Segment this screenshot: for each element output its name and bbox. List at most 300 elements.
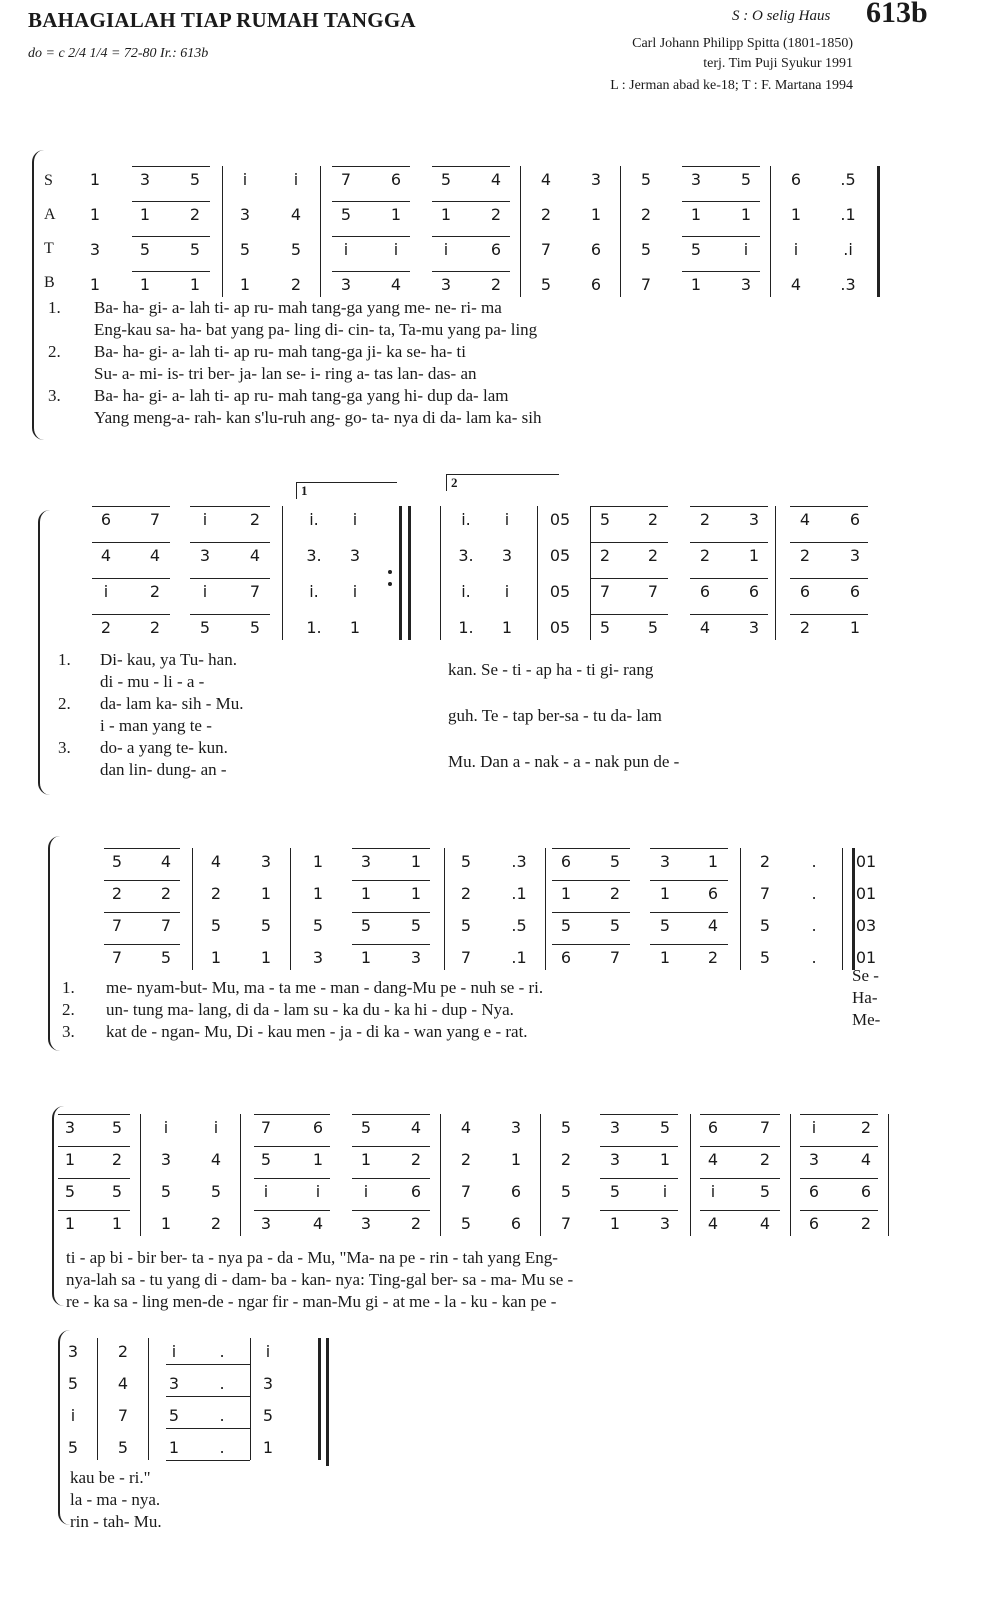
system-3: [0, 830, 987, 1060]
note-b: .3: [840, 275, 856, 294]
note-a: 3: [199, 546, 211, 565]
lyric-line: Yang meng-a- rah- kan s'lu-ruh ang- go- ta- nya di da- lam ka- sih: [94, 408, 542, 427]
note-t: 5: [168, 1406, 180, 1425]
beam-line: [352, 1146, 430, 1147]
note-s: 3: [64, 1118, 76, 1137]
beam-line: [332, 201, 410, 202]
lyric-line: rin - tah- Mu.: [70, 1512, 162, 1531]
note-t: 3: [89, 240, 101, 259]
repeat-dot: [388, 570, 392, 574]
note-b: 7: [609, 948, 621, 967]
note-t: 5: [609, 1182, 621, 1201]
note-b: 7: [111, 948, 123, 967]
note-s: 4: [160, 852, 172, 871]
beam-line: [58, 1114, 130, 1115]
note-b: 2: [860, 1214, 872, 1233]
beam-line: [682, 201, 760, 202]
note-b: 1: [139, 275, 151, 294]
lyric-line: Di- kau, ya Tu- han.: [100, 650, 237, 669]
note-a: 3: [262, 1374, 274, 1393]
note-b: 4: [390, 275, 402, 294]
bar-line: [444, 848, 445, 970]
note-a: 2: [799, 546, 811, 565]
lyric-line-continuation: kan. Se - ti - ap ha - ti gi- rang: [448, 660, 654, 679]
system-brace: [38, 510, 50, 795]
note-s: 6: [100, 510, 112, 529]
beam-line: [552, 848, 630, 849]
beam-line: [254, 1146, 330, 1147]
note-s: 3: [690, 170, 702, 189]
note-t: .5: [511, 916, 527, 935]
note-s: i: [352, 510, 358, 529]
note-a: 2: [160, 884, 172, 903]
note-t: i: [393, 240, 399, 259]
bar-line: [790, 1114, 791, 1236]
beam-line: [190, 506, 270, 507]
note-a: 2: [647, 546, 659, 565]
note-s: i: [293, 170, 299, 189]
lyric-line-end: Se -: [852, 966, 879, 985]
note-a: 4: [210, 1150, 222, 1169]
beam-line: [650, 912, 728, 913]
note-a: 2: [410, 1150, 422, 1169]
note-s: 5: [111, 852, 123, 871]
note-s: 7: [340, 170, 352, 189]
note-a: 2: [210, 884, 222, 903]
beam-line: [132, 166, 210, 167]
note-t: 2: [149, 582, 161, 601]
beam-line: [650, 848, 728, 849]
verse-number: 3.: [58, 738, 71, 757]
beam-line: [254, 1178, 330, 1179]
note-a: 2: [699, 546, 711, 565]
note-t: 5: [260, 916, 272, 935]
note-b: 1.: [306, 618, 322, 637]
bar-line: [192, 848, 193, 970]
repeat-dot: [388, 582, 392, 586]
beam-line: [132, 236, 210, 237]
note-b: 7: [460, 948, 472, 967]
note-t: 6: [410, 1182, 422, 1201]
beam-line: [58, 1210, 130, 1211]
note-b: 5: [599, 618, 611, 637]
note-b: 5: [160, 948, 172, 967]
bar-line: [770, 166, 771, 297]
beam-line: [92, 506, 170, 507]
note-a: 2: [111, 884, 123, 903]
note-a: 1: [390, 205, 402, 224]
note-b: 3: [260, 1214, 272, 1233]
note-s: 6: [790, 170, 802, 189]
tie-line: [166, 1364, 250, 1365]
beam-line: [332, 166, 410, 167]
note-s: 6: [312, 1118, 324, 1137]
note-b: 7: [560, 1214, 572, 1233]
note-a: 3: [849, 546, 861, 565]
note-b: 1: [111, 1214, 123, 1233]
beam-line: [552, 912, 630, 913]
bar-line: [250, 1338, 251, 1460]
lyric-line: me- nyam-but- Mu, ma - ta me - man - dang-Mu pe - nuh se - ri.: [106, 978, 544, 997]
note-s: 7: [149, 510, 161, 529]
note-t: 5: [759, 916, 771, 935]
beam-line: [254, 1210, 330, 1211]
note-b: 3: [312, 948, 324, 967]
final-bar-line: [318, 1338, 321, 1460]
note-t: 4: [707, 916, 719, 935]
bar-line: [440, 1114, 441, 1236]
system-brace: [48, 836, 60, 1051]
note-t: 5: [64, 1182, 76, 1201]
note-a: 2: [640, 205, 652, 224]
beam-line: [600, 1210, 678, 1211]
note-b: 6: [590, 275, 602, 294]
beam-line: [790, 542, 868, 543]
note-t: 7: [540, 240, 552, 259]
note-a: 1: [659, 884, 671, 903]
note-s: 5: [659, 1118, 671, 1137]
note-s: 6: [390, 170, 402, 189]
note-t: i: [202, 582, 208, 601]
voice-label-t: T: [44, 240, 54, 257]
note-s: i: [811, 1118, 817, 1137]
song-title: BAHAGIALAH TIAP RUMAH TANGGA: [28, 8, 416, 32]
note-t: 6: [799, 582, 811, 601]
beam-line: [700, 1146, 780, 1147]
note-s: 3: [590, 170, 602, 189]
note-a: 1: [740, 205, 752, 224]
beam-line: [690, 506, 768, 507]
note-t: 5: [560, 916, 572, 935]
note-b: 5: [647, 618, 659, 637]
note-a: 2: [490, 205, 502, 224]
note-s: 4: [490, 170, 502, 189]
note-t: 6: [849, 582, 861, 601]
beam-line: [352, 880, 430, 881]
beam-line: [790, 578, 868, 579]
note-s: 2: [249, 510, 261, 529]
note-s: 3: [139, 170, 151, 189]
note-s: 5: [609, 852, 621, 871]
note-a: 01: [855, 884, 877, 903]
note-b: 2: [799, 618, 811, 637]
note-a: 7: [759, 884, 771, 903]
note-b: 5: [199, 618, 211, 637]
note-a: 2: [609, 884, 621, 903]
note-b: 2: [490, 275, 502, 294]
note-s: .: [811, 852, 817, 871]
note-t: i.: [461, 582, 471, 601]
note-s: 1: [312, 852, 324, 871]
beam-line: [432, 166, 510, 167]
note-t: 5: [111, 1182, 123, 1201]
note-s: i: [213, 1118, 219, 1137]
note-b: 2: [100, 618, 112, 637]
lyric-line: la - ma - nya.: [70, 1490, 161, 1509]
beam-line: [132, 271, 210, 272]
tie-line: [166, 1428, 250, 1429]
note-s: 6: [707, 1118, 719, 1137]
note-s: 5: [740, 170, 752, 189]
bar-line: [240, 1114, 241, 1236]
credit-music: Carl Johann Philipp Spitta (1801-1850): [632, 36, 853, 51]
note-a: 1: [748, 546, 760, 565]
note-b: 3: [748, 618, 760, 637]
note-b: 1: [239, 275, 251, 294]
note-s: 5: [460, 852, 472, 871]
beam-line: [800, 1146, 878, 1147]
note-b: 1: [262, 1438, 274, 1457]
note-s: i: [171, 1342, 177, 1361]
lyric-line-continuation: Mu. Dan a - nak - a - nak pun de -: [448, 752, 680, 771]
bar-line: [222, 166, 223, 297]
beam-line: [590, 542, 668, 543]
beam-line: [190, 578, 270, 579]
note-s: 5: [640, 170, 652, 189]
beam-line: [590, 614, 668, 615]
lyric-line: Ba- ha- gi- a- lah ti- ap ru- mah tang-ga yang hi- dup da- lam: [94, 386, 509, 405]
beam-line: [650, 880, 728, 881]
note-t: 5: [189, 240, 201, 259]
note-t: i: [443, 240, 449, 259]
note-a: 6: [707, 884, 719, 903]
note-b: 1: [64, 1214, 76, 1233]
lyric-line: Eng-kau sa- ha- bat yang pa- ling di- cin- ta, Ta-mu yang pa- ling: [94, 320, 538, 339]
lyric-line: i - man yang te -: [100, 716, 212, 735]
note-b: 3: [440, 275, 452, 294]
note-b: 01: [855, 948, 877, 967]
lyric-line: da- lam ka- sih - Mu.: [100, 694, 244, 713]
beam-line: [600, 1146, 678, 1147]
voice-label-s: S: [44, 172, 53, 189]
note-a: 2: [540, 205, 552, 224]
credit-translation: terj. Tim Puji Syukur 1991: [703, 56, 853, 71]
note-s: i: [242, 170, 248, 189]
note-s: 2: [759, 852, 771, 871]
note-b: 1: [849, 618, 861, 637]
note-s: 2: [699, 510, 711, 529]
beam-line: [92, 542, 170, 543]
lyric-line: di - mu - li - a -: [100, 672, 205, 691]
note-b: 05: [549, 618, 571, 637]
beam-line: [352, 1210, 430, 1211]
note-t: 5: [460, 916, 472, 935]
note-a: 1: [410, 884, 422, 903]
beam-line: [132, 201, 210, 202]
note-s: i.: [461, 510, 471, 529]
note-a: 2: [560, 1150, 572, 1169]
beam-line: [700, 1210, 780, 1211]
system-1: [0, 150, 987, 440]
beam-line: [790, 614, 868, 615]
bar-line: [290, 848, 291, 970]
note-a: .: [811, 884, 817, 903]
note-t: i: [504, 582, 510, 601]
note-b: 1: [189, 275, 201, 294]
note-t: 7: [160, 916, 172, 935]
note-b: 1.: [458, 618, 474, 637]
note-b: 2: [149, 618, 161, 637]
beam-line: [104, 944, 180, 945]
note-b: 7: [640, 275, 652, 294]
note-b: 1: [501, 618, 513, 637]
note-b: 3: [360, 1214, 372, 1233]
system-2: [0, 470, 987, 800]
note-b: .: [219, 1438, 225, 1457]
note-s: 6: [560, 852, 572, 871]
bar-line: [320, 166, 321, 297]
note-t: 5: [659, 916, 671, 935]
note-a: 1: [560, 884, 572, 903]
note-s: i.: [309, 510, 319, 529]
note-t: 5: [290, 240, 302, 259]
beam-line: [352, 848, 430, 849]
bar-line: [97, 1338, 98, 1460]
voice-label-a: A: [44, 206, 56, 223]
note-s: 05: [549, 510, 571, 529]
note-s: 5: [599, 510, 611, 529]
note-t: 5: [560, 1182, 572, 1201]
note-a: 4: [149, 546, 161, 565]
note-s: i: [163, 1118, 169, 1137]
note-b: 3: [340, 275, 352, 294]
note-b: 1: [360, 948, 372, 967]
beam-line: [790, 506, 868, 507]
bar-line: [775, 506, 776, 640]
note-b: 4: [759, 1214, 771, 1233]
beam-line: [682, 166, 760, 167]
note-b: 1: [609, 1214, 621, 1233]
lyric-line: nya-lah sa - tu yang di - dam- ba - kan- nya: Ting-gal ber- sa - ma- Mu se -: [66, 1270, 574, 1289]
note-t: 6: [860, 1182, 872, 1201]
beam-line: [352, 1178, 430, 1179]
note-a: 1: [89, 205, 101, 224]
beam-line: [104, 912, 180, 913]
note-a: 4: [290, 205, 302, 224]
note-a: 4: [249, 546, 261, 565]
note-b: 1: [260, 948, 272, 967]
bar-line: [590, 506, 591, 640]
note-s: .: [219, 1342, 225, 1361]
note-a: 2: [111, 1150, 123, 1169]
note-t: i: [70, 1406, 76, 1425]
beam-line: [432, 201, 510, 202]
beam-line: [590, 506, 668, 507]
note-t: i: [743, 240, 749, 259]
bar-line: [282, 506, 283, 640]
note-t: 7: [460, 1182, 472, 1201]
beam-line: [700, 1114, 780, 1115]
note-b: 2: [707, 948, 719, 967]
lyric-line: kau be - ri.": [70, 1468, 151, 1487]
note-t: i: [352, 582, 358, 601]
beam-line: [700, 1178, 780, 1179]
beam-line: [58, 1178, 130, 1179]
note-t: i: [363, 1182, 369, 1201]
beam-line: [58, 1146, 130, 1147]
note-a: 2: [189, 205, 201, 224]
note-a: 05: [549, 546, 571, 565]
note-s: 1: [89, 170, 101, 189]
note-s: 5: [111, 1118, 123, 1137]
final-bar-line: [326, 1338, 329, 1466]
bar-line: [520, 166, 521, 297]
note-s: i: [504, 510, 510, 529]
note-t: 5: [690, 240, 702, 259]
note-a: 1: [139, 205, 151, 224]
note-t: 5: [759, 1182, 771, 1201]
beam-line: [92, 578, 170, 579]
hymn-number: 613b: [866, 0, 928, 29]
note-t: 03: [855, 916, 877, 935]
system-brace: [32, 150, 44, 440]
final-bar-line: [399, 506, 402, 640]
note-t: 5: [210, 1182, 222, 1201]
beam-line: [432, 236, 510, 237]
bar-line: [888, 1114, 889, 1236]
note-a: 5: [260, 1150, 272, 1169]
note-t: i: [662, 1182, 668, 1201]
note-b: 3: [410, 948, 422, 967]
bar-line: [148, 1338, 149, 1460]
note-s: .3: [511, 852, 527, 871]
system-5: [0, 1330, 987, 1530]
note-b: 1: [89, 275, 101, 294]
note-b: .1: [511, 948, 527, 967]
note-a: 1: [440, 205, 452, 224]
beam-line: [600, 1114, 678, 1115]
note-b: 5: [540, 275, 552, 294]
note-t: 7: [599, 582, 611, 601]
note-s: 2: [647, 510, 659, 529]
note-t: 6: [699, 582, 711, 601]
final-bar-line: [408, 506, 411, 640]
beam-line: [600, 1178, 678, 1179]
beam-line: [800, 1178, 878, 1179]
note-t: 05: [549, 582, 571, 601]
tie-line: [166, 1460, 250, 1461]
beam-line: [190, 614, 270, 615]
note-b: 6: [560, 948, 572, 967]
note-b: 2: [210, 1214, 222, 1233]
lyric-line: ti - ap bi - bir ber- ta - nya pa - da - Mu, "Ma- na pe - rin - tah yang Eng-: [66, 1248, 558, 1267]
lyric-line: kat de - ngan- Mu, Di - kau men - ja - di ka - wan yang e - rat.: [106, 1022, 528, 1041]
note-a: 3.: [306, 546, 322, 565]
note-b: 3: [659, 1214, 671, 1233]
note-b: 1: [160, 1214, 172, 1233]
note-s: 7: [759, 1118, 771, 1137]
note-t: .: [811, 916, 817, 935]
note-a: 1: [510, 1150, 522, 1169]
tie-line: [166, 1396, 250, 1397]
note-a: 1: [260, 884, 272, 903]
verse-number: 2.: [62, 1000, 75, 1019]
note-b: 2: [290, 275, 302, 294]
bar-line: [545, 848, 546, 970]
note-t: 5: [239, 240, 251, 259]
lyric-line: dan lin- dung- an -: [100, 760, 227, 779]
bar-line: [140, 1114, 141, 1236]
note-a: 1: [790, 205, 802, 224]
note-s: 7: [260, 1118, 272, 1137]
final-bar-line: [877, 166, 880, 297]
beam-line: [254, 1114, 330, 1115]
lyric-line: Ba- ha- gi- a- lah ti- ap ru- mah tang-ga ji- ka se- ha- ti: [94, 342, 466, 361]
note-t: 7: [647, 582, 659, 601]
note-a: 1: [312, 884, 324, 903]
lyric-line-continuation: guh. Te - tap ber-sa - tu da- lam: [448, 706, 662, 725]
verse-number: 3.: [62, 1022, 75, 1041]
